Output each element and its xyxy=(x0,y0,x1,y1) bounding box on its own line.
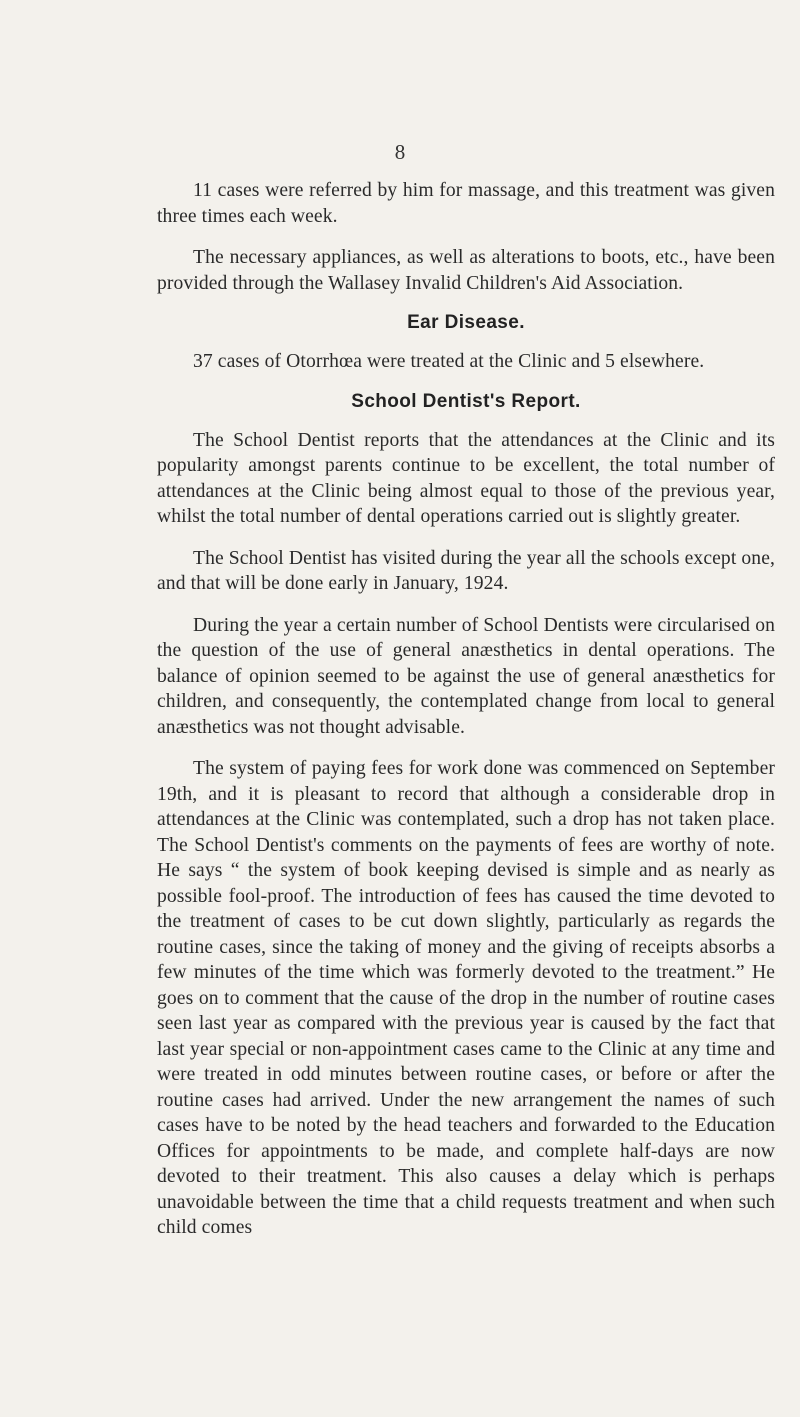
paragraph-massage: 11 cases were referred by him for massage, and this treatment was given three times each week. xyxy=(157,180,775,227)
paragraph-appliances: The necessary appliances, as well as alterations to boots, etc., have been provided through the Wallasey Invalid Children's Aid Association. xyxy=(157,247,775,294)
paragraph-dentist-visits: The School Dentist has visited during the year all the schools except one, and that will be done early in January, 1924. xyxy=(157,547,775,594)
page-number: 8 xyxy=(394,140,406,164)
heading-school-dentist-report: School Dentist's Report. xyxy=(351,390,581,412)
page-content xyxy=(157,178,775,1257)
paragraph-dentist-attendances: The School Dentist reports that the attendances at the Clinic and its popularity amongst parents continue to be excellent, the total number of attendances at the Clinic being almost equal to those of the previous year, whilst the total number of dental operations carried out is slightly greater. xyxy=(157,429,775,527)
paragraph-anaesthetics: During the year a certain number of School Dentists were circularised on the question of the use of general anæsthetics in dental operations. The balance of opinion seemed to be against the use of general anæsthetics for children, and consequently, the contemplated change from local to general anæsthetics was not thought advisable. xyxy=(157,614,775,738)
paragraph-otorrhoea: 37 cases of Otorrhœa were treated at the Clinic and 5 elsewhere. xyxy=(193,351,705,372)
heading-ear-disease: Ear Disease. xyxy=(407,312,525,333)
paragraph-fees: The system of paying fees for work done was commenced on September 19th, and it is pleasant to record that although a considerable drop in attendances at the Clinic was contemplated, such a drop has not taken place. The School Dentist's comments on the payments of fees are worthy of note. He says “ the system of book keeping devised is simple and as nearly as possible fool-proof. The introduction of fees has caused the time devoted to the treatment of cases to be cut down slightly, particularly as regards the routine cases, since the taking of money and the giving of receipts absorbs a few minutes of the time which was formerly devoted to the treatment.” He goes on to comment that the cause of the drop in the number of routine cases seen last year as compared with the previous year is caused by the fact that last year special or non-appointment cases came to the Clinic at any time and were treated in odd minutes between routine cases, or before or after the routine cases had arrived. Under the new arrangement the names of such cases have to be noted by the head teachers and forwarded to the Education Offices for appointments to be made, and complete half-days are now devoted to their treatment. This also causes a delay which is perhaps unavoidable between the time that a child requests treatment and when such child comes xyxy=(157,758,775,1238)
